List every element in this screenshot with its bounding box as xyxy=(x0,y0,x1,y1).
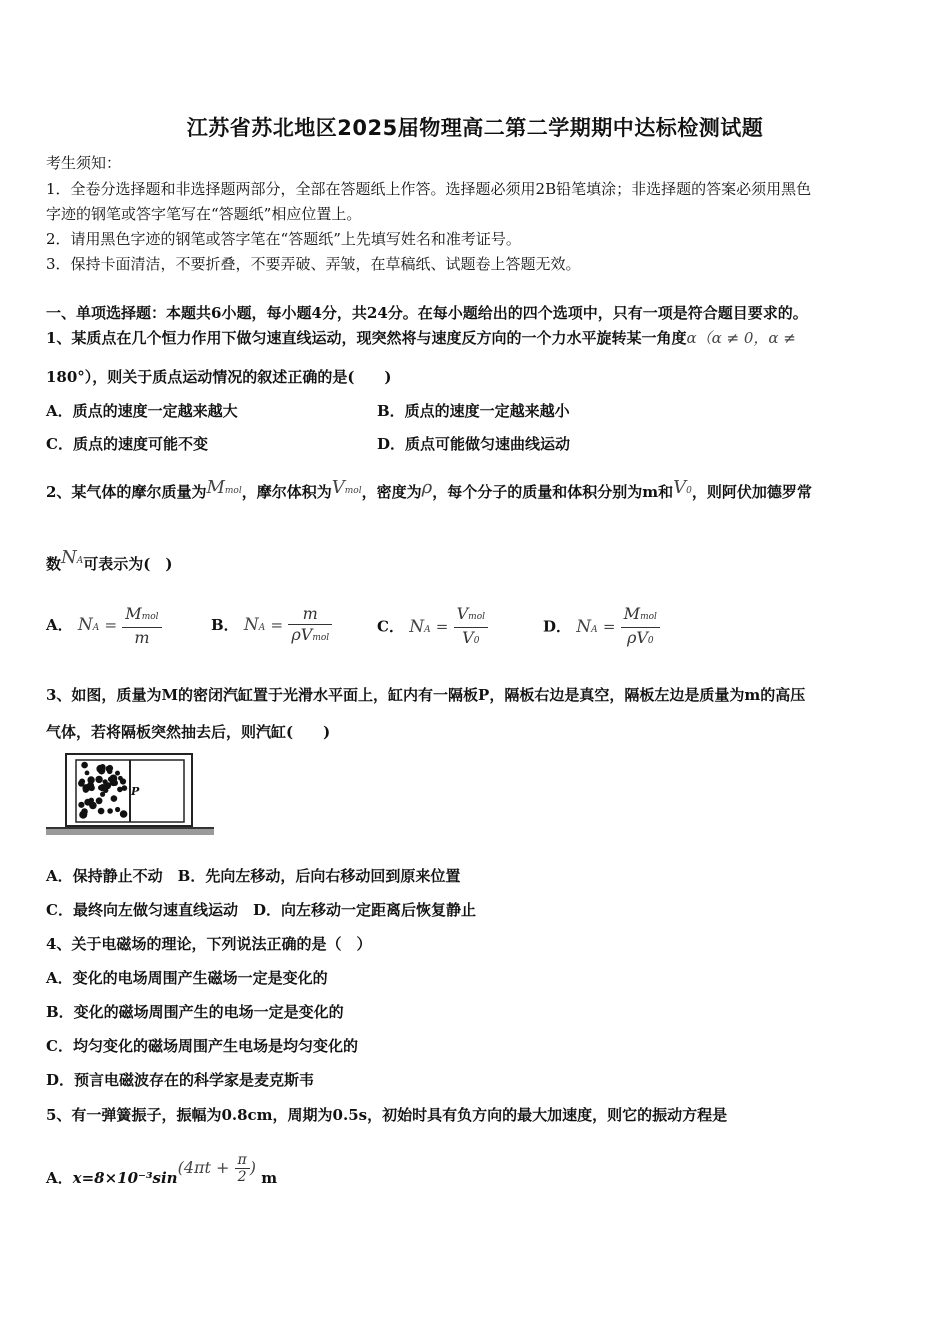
partition-label: P xyxy=(131,785,140,798)
q2-text-7: 可表示为( ) xyxy=(83,555,173,573)
q2-density: ρ xyxy=(421,477,433,498)
q2-option-c: C． NA = $\frac{\text{Vmol}}{V0}$ xyxy=(377,604,488,651)
gas-particle xyxy=(95,776,102,783)
gas-particle xyxy=(78,780,85,787)
q2-text-5: ，则阿伏加德罗常 xyxy=(691,483,812,501)
q2-option-a: A． NA = $\frac{\text{Mmol}}{m}$ xyxy=(46,604,162,648)
q2-option-b-fraction: $\frac{m}{\text{ρVmol}}$ xyxy=(288,604,332,648)
q3-options-cd: C．最终向左做匀速直线运动 D．向左移动一定距离后恢复静止 xyxy=(46,901,476,919)
q1-option-d: D．质点可能做匀速曲线运动 xyxy=(377,435,571,453)
q2-molar-volume: Vmol xyxy=(331,477,362,498)
q2-option-d: D． NA = $\frac{\text{Mmol}}{\rho V0}$ xyxy=(543,604,660,651)
cylinder-figure xyxy=(46,750,214,840)
gas-particle xyxy=(111,795,118,802)
notice-item-1b: 字迹的钢笔或答字笔写在“答题纸”相应位置上。 xyxy=(46,205,362,223)
q3-stem-line1: 3、如图，质量为M的密闭汽缸置于光滑水平面上，缸内有一隔板P，隔板右边是真空，隔板左边是质量为m的高压 xyxy=(46,686,806,704)
q2-option-a-fraction: $\frac{\text{Mmol}}{m}$ xyxy=(122,604,161,648)
q2-stem-line1 xyxy=(46,470,812,510)
q1-angle-condition: α（α ≠ 0，α ≠ xyxy=(686,329,796,347)
gas-particle xyxy=(98,785,104,791)
gas-particle xyxy=(84,799,91,806)
q5-option-a-phase: (4πt + $\frac{\pi}{2}$ ) xyxy=(177,1152,256,1185)
notice-heading: 考生须知： xyxy=(46,154,122,172)
q2-molar-mass: Mmol xyxy=(206,477,242,498)
q1-stem-line2: 180°），则关于质点运动情况的叙述正确的是( ) xyxy=(46,368,392,386)
gas-particle xyxy=(81,762,88,769)
q2-avogadro-symbol: NA xyxy=(61,547,84,568)
q2-text-1: 2、某气体的摩尔质量为 xyxy=(46,483,207,501)
q2-text-3: ，密度为 xyxy=(361,483,422,501)
gas-particle xyxy=(98,808,105,815)
gas-particle xyxy=(87,776,94,783)
q5-option-a: A．x=8×10⁻³sin(4πt + $\frac{\pi}{2}$ ) m xyxy=(46,1152,278,1187)
gas-particle xyxy=(78,802,84,808)
gas-particle xyxy=(96,797,103,804)
q2-option-b: B． NA = $\frac{m}{\text{ρVmol}}$ xyxy=(211,604,332,648)
q1-option-c: C．质点的速度可能不变 xyxy=(46,435,208,453)
gas-particle xyxy=(82,811,88,817)
gas-particle xyxy=(118,776,123,781)
gas-particle xyxy=(117,787,123,793)
notice-item-1a: 1．全卷分选择题和非选择题两部分，全部在答题纸上作答。选择题必须用2B铅笔填涂；非选择题的答案必须用黑色 xyxy=(46,180,812,198)
gas-particle xyxy=(110,778,118,786)
gas-particle xyxy=(115,771,120,776)
gas-particle xyxy=(115,807,120,812)
q2-text-2: ，摩尔体积为 xyxy=(241,483,332,501)
q3-options-ab: A．保持静止不动 B．先向左移动，后向右移动回到原来位置 xyxy=(46,867,461,885)
notice-item-3: 3．保持卡面清洁，不要折叠，不要弄破、弄皱，在草稿纸、试题卷上答题无效。 xyxy=(46,255,581,273)
q5-stem: 5、有一弹簧振子，振幅为0.8cm，周期为0.5s，初始时具有负方向的最大加速度，则它的振动方程是 xyxy=(46,1106,728,1124)
gas-particle xyxy=(85,771,90,776)
section-heading: 一、单项选择题：本题共6小题，每小题4分，共24分。在每小题给出的四个选项中，只有一项是符合题目要求的。 xyxy=(46,304,808,322)
ground-surface xyxy=(46,829,214,835)
gas-particle xyxy=(100,765,106,771)
q3-stem-line2: 气体，若将隔板突然抽去后，则汽缸( ) xyxy=(46,723,331,741)
q2-stem-line2 xyxy=(46,540,172,582)
gas-particle xyxy=(107,808,113,814)
page-title: 江苏省苏北地区2025届物理高二第二学期期中达标检测试题 xyxy=(186,116,764,140)
q2-molecule-volume: V0 xyxy=(673,477,692,498)
q1-stem-a: 1、某质点在几个恒力作用下做匀速直线运动，现突然将与速度反方向的一个力水平旋转某一角度 xyxy=(46,329,687,347)
q1-option-a: A．质点的速度一定越来越大 xyxy=(46,402,238,420)
q4-option-c: C．均匀变化的磁场周围产生电场是均匀变化的 xyxy=(46,1037,358,1055)
q2-option-c-fraction: $\frac{\text{Vmol}}{V0}$ xyxy=(454,604,488,651)
q2-option-d-fraction: $\frac{\text{Mmol}}{\rho V0}$ xyxy=(621,604,660,651)
q4-option-a: A．变化的电场周围产生磁场一定是变化的 xyxy=(46,969,328,987)
q1-option-b: B．质点的速度一定越来越小 xyxy=(377,402,570,420)
q4-option-d: D．预言电磁波存在的科学家是麦克斯韦 xyxy=(46,1071,315,1089)
gas-particle xyxy=(120,810,128,818)
gas-particle xyxy=(106,766,112,772)
q4-stem: 4、关于电磁场的理论，下列说法正确的是（ ） xyxy=(46,935,372,953)
q2-text-6: 数 xyxy=(46,555,62,573)
q4-option-b: B．变化的磁场周围产生的电场一定是变化的 xyxy=(46,1003,344,1021)
gas-particle xyxy=(83,787,89,793)
notice-item-2: 2．请用黑色字迹的钢笔或答字笔在“答题纸”上先填写姓名和准考证号。 xyxy=(46,230,521,248)
q2-text-4: ，每个分子的质量和体积分别为m和 xyxy=(432,483,674,501)
q1-stem-line1 xyxy=(46,327,796,348)
